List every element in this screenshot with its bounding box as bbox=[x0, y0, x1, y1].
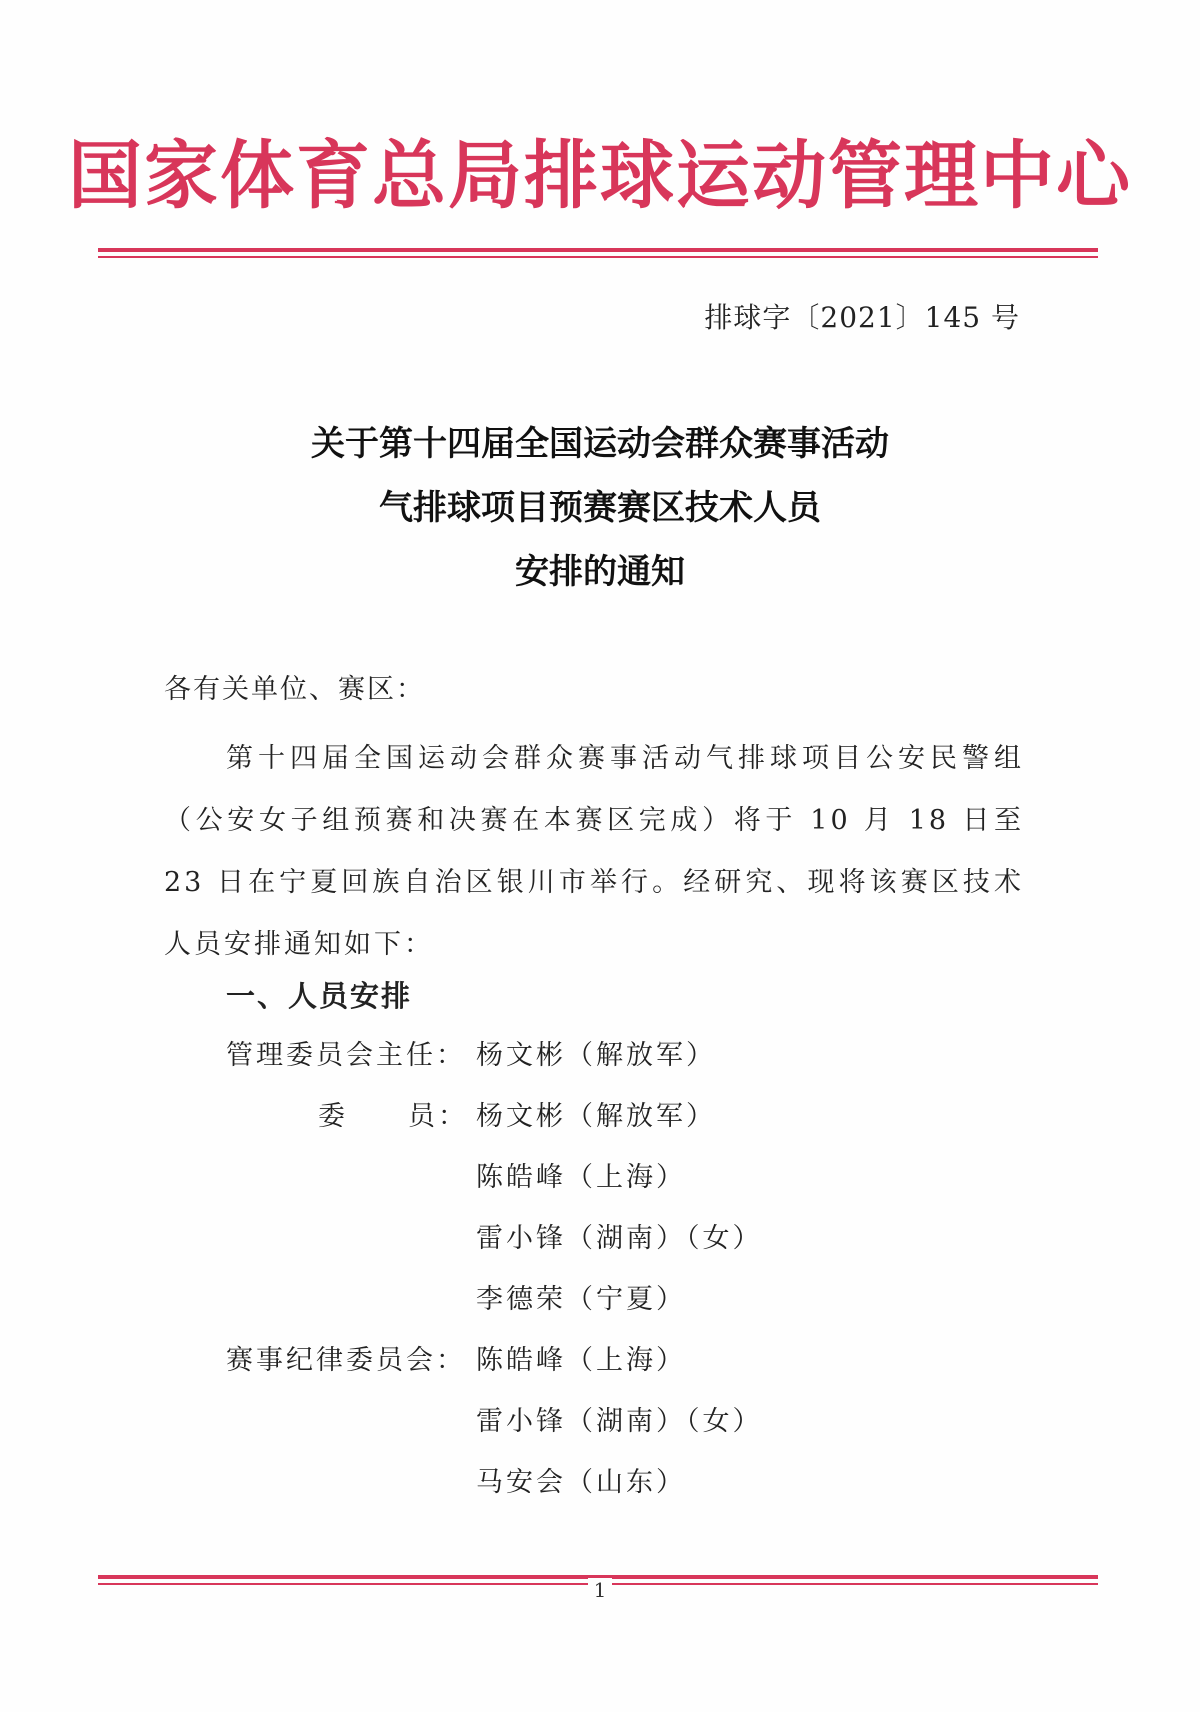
roster-row bbox=[0, 1400, 1200, 1444]
member-name: 杨文彬（解放军） bbox=[476, 1101, 716, 1132]
roster-row bbox=[0, 1278, 1200, 1322]
member-name: 杨文彬（解放军） bbox=[476, 1040, 716, 1071]
salutation: 各有关单位、赛区： bbox=[164, 674, 425, 705]
roster-row bbox=[0, 1156, 1200, 1200]
letterhead-rule-thin bbox=[98, 256, 1098, 258]
roster-row-discipline bbox=[0, 1339, 1200, 1383]
role-label-members: 委 员： bbox=[318, 1101, 468, 1132]
title-line-3: 安排的通知 bbox=[515, 552, 685, 592]
roster-row-members bbox=[0, 1095, 1200, 1139]
roster-row bbox=[0, 1461, 1200, 1505]
page-number bbox=[0, 1578, 1200, 1602]
roster-row-director bbox=[0, 1034, 1200, 1078]
member-name: 雷小锋（湖南）（女） bbox=[476, 1406, 763, 1437]
section-heading-personnel: 一、人员安排 bbox=[226, 979, 413, 1013]
member-name: 陈皓峰（上海） bbox=[476, 1345, 686, 1376]
member-name: 雷小锋（湖南）（女） bbox=[476, 1223, 763, 1254]
title-line-1: 关于第十四届全国运动会群众赛事活动 bbox=[311, 424, 889, 464]
document-title bbox=[0, 412, 1200, 604]
member-name: 李德荣（宁夏） bbox=[476, 1284, 686, 1315]
page-number-text: 1 bbox=[588, 1578, 613, 1602]
letterhead-org-name: 国家体育总局排球运动管理中心 bbox=[68, 133, 1132, 219]
body-paragraph: 第十四届全国运动会群众赛事活动气排球项目公安民警组（公安女子组预赛和决赛在本赛区完成）将于 10 月 18 日至 23 日在宁夏回族自治区银川市举行。经研究、现将该赛区技术人员安排通知如下： bbox=[164, 743, 1024, 960]
title-line-2: 气排球项目预赛赛区技术人员 bbox=[379, 488, 821, 528]
role-label-director: 管理委员会主任： bbox=[226, 1040, 466, 1071]
roster-row bbox=[0, 1217, 1200, 1261]
member-name: 马安会（山东） bbox=[476, 1467, 686, 1498]
document-number: 排球字〔2021〕145 号 bbox=[704, 301, 1020, 334]
letterhead-rule-thick bbox=[98, 248, 1098, 252]
member-name: 陈皓峰（上海） bbox=[476, 1162, 686, 1193]
role-label-discipline: 赛事纪律委员会： bbox=[226, 1345, 466, 1376]
